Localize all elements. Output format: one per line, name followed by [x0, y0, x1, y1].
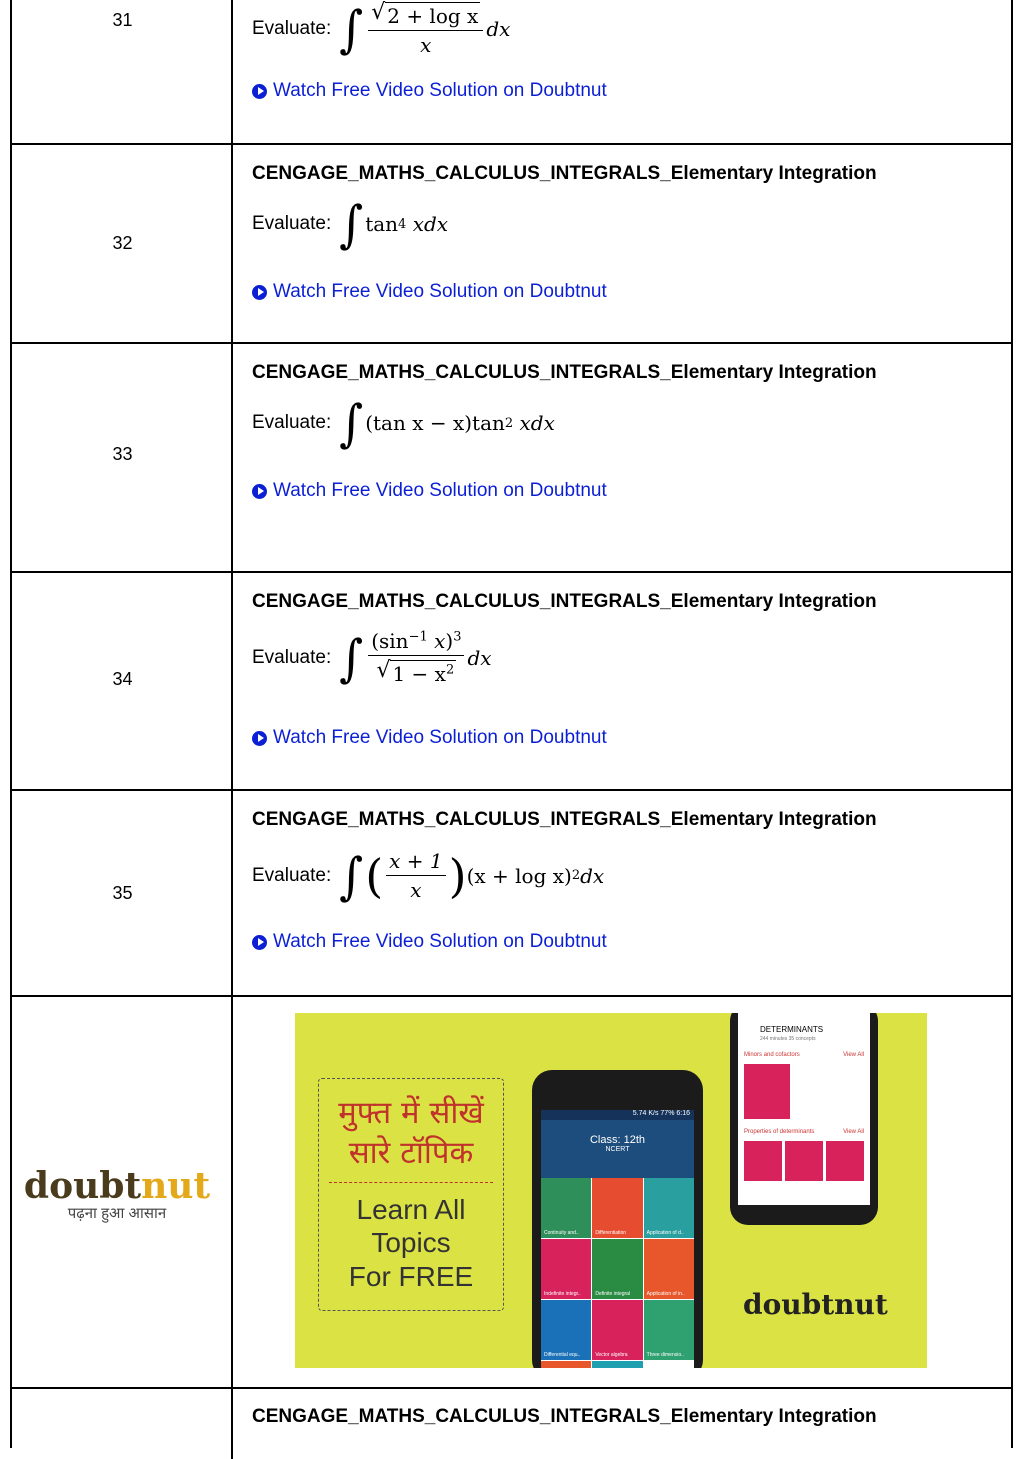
exponent: 2 — [571, 868, 581, 883]
integral-sign: ∫ — [339, 0, 364, 59]
promo-hindi-line: सारे टॉपिक — [348, 1135, 474, 1172]
view-all-link[interactable]: View All — [843, 1052, 864, 1058]
logo-brand-a: doubt — [23, 1165, 142, 1207]
logo-tagline: पढ़ना हुआ आसान — [67, 1205, 167, 1222]
topic-tile-label: Differentiation — [595, 1230, 627, 1236]
question-text — [252, 629, 492, 686]
question-number: 32 — [112, 233, 133, 253]
phone-class: Class: 12th — [589, 1134, 646, 1146]
table-row — [12, 1389, 1011, 1459]
denominator: x — [410, 878, 422, 902]
evaluate-label: Evaluate: — [252, 412, 332, 433]
topic-tile[interactable] — [644, 1178, 694, 1238]
evaluate-label: Evaluate: — [252, 213, 332, 234]
integral-sign: ∫ — [339, 627, 364, 688]
formula-part: tan — [365, 212, 399, 236]
topic-tile[interactable] — [541, 1300, 591, 1360]
play-icon — [252, 84, 267, 99]
formula: ∫ ( $\frac{x + 1}{x}$ ) (x + log x) 2 dx — [339, 845, 605, 906]
dx: dx — [467, 645, 492, 670]
question-number: 34 — [112, 669, 133, 689]
promo-english-line: Learn All — [356, 1193, 466, 1225]
promo-textbox — [318, 1078, 504, 1311]
table-row — [12, 344, 1011, 573]
number-cell — [12, 344, 233, 571]
topic-tile[interactable] — [592, 1300, 642, 1360]
concept-card — [785, 1141, 823, 1181]
video-solution-link[interactable] — [252, 281, 607, 303]
question-cell — [252, 573, 999, 789]
promo-english-line: Topics — [371, 1227, 451, 1259]
topic-tile[interactable] — [541, 1361, 591, 1368]
inverse-exponent: −1 — [408, 629, 428, 645]
video-solution-label: Watch Free Video Solution on Doubtnut — [273, 281, 607, 302]
evaluate-label: Evaluate: — [252, 646, 332, 668]
table-row — [12, 0, 1011, 145]
question-cell — [252, 145, 999, 342]
exponent: 3 — [453, 629, 462, 645]
question-cell — [252, 0, 999, 143]
formula-part: (tan x − x)tan — [365, 411, 505, 435]
video-solution-link[interactable] — [252, 80, 607, 102]
play-icon — [252, 935, 267, 950]
chapter-title: DETERMINANTS — [760, 1025, 824, 1034]
formula — [339, 0, 510, 57]
concept-card — [744, 1064, 790, 1119]
fraction — [386, 849, 445, 902]
play-icon — [252, 731, 267, 746]
integral-sign: ∫ — [339, 194, 364, 254]
video-solution-label: Watch Free Video Solution on Doubtnut — [273, 727, 607, 748]
video-solution-label: Watch Free Video Solution on Doubtnut — [273, 931, 607, 952]
chapter-subtitle: 244 minutes 35 concepts — [760, 1036, 816, 1042]
section-title: Properties of determinants — [744, 1129, 815, 1135]
ad-logo: doubtnut — [743, 1288, 888, 1321]
numerator: sin — [379, 629, 409, 653]
numerator: 2 + log x — [387, 4, 479, 28]
divider — [329, 1182, 493, 1183]
topic-tile[interactable] — [644, 1239, 694, 1299]
topic-tile-label: Application of d.. — [646, 1230, 684, 1236]
section-title: Minors and cofactors — [744, 1052, 800, 1058]
topic-tile-label: Definite integral — [595, 1291, 631, 1297]
promo-banner[interactable] — [295, 1013, 927, 1368]
doubtnut-logo[interactable] — [12, 1165, 222, 1223]
evaluate-label: Evaluate: — [252, 864, 332, 886]
formula-tail: xdx — [412, 212, 449, 236]
evaluate-label: Evaluate: — [252, 17, 332, 39]
play-icon — [252, 484, 267, 499]
topic-tile[interactable] — [592, 1361, 642, 1368]
phone-board: NCERT — [605, 1146, 630, 1153]
formula-tail: xdx — [519, 411, 555, 435]
denominator: 1 − x — [392, 662, 446, 686]
question-text — [252, 845, 605, 906]
logo-wordmark — [12, 1165, 222, 1207]
promo-english-line: For FREE — [348, 1260, 474, 1292]
video-solution-link[interactable] — [252, 480, 607, 502]
dx: dx — [486, 16, 511, 41]
phone-screen — [541, 1110, 694, 1368]
formula — [339, 629, 491, 686]
section-header — [738, 1042, 870, 1062]
question-number: 31 — [112, 10, 133, 30]
phone-mockup-2 — [730, 1013, 878, 1225]
fraction: √ 2 + log x x — [368, 0, 483, 57]
video-solution-label: Watch Free Video Solution on Doubtnut — [273, 80, 607, 101]
integral-sign: ∫ — [339, 845, 364, 906]
concept-card — [826, 1141, 864, 1181]
topic-tile[interactable] — [644, 1361, 694, 1368]
question-title: CENGAGE_MATHS_CALCULUS_INTEGRALS_Elementary Integration — [252, 1406, 877, 1427]
logo-brand-b: nut — [141, 1165, 211, 1207]
topic-tile[interactable] — [644, 1300, 694, 1360]
integral-sign: ∫ — [339, 393, 364, 453]
concept-card — [744, 1141, 782, 1181]
question-title: CENGAGE_MATHS_CALCULUS_INTEGRALS_Elementary Integration — [252, 163, 877, 184]
promo-hindi — [319, 1093, 503, 1174]
number-cell — [12, 573, 233, 789]
question-text — [252, 393, 555, 453]
numerator: x + 1 — [389, 849, 443, 873]
topic-tile-label: Differential equ.. — [544, 1352, 581, 1358]
number-cell — [12, 145, 233, 342]
number-cell — [12, 1389, 233, 1459]
question-number: 35 — [112, 883, 133, 903]
table-row — [12, 145, 1011, 344]
view-all-link[interactable]: View All — [843, 1129, 864, 1135]
question-cell — [252, 791, 999, 995]
section-header — [738, 1121, 870, 1139]
play-icon — [252, 285, 267, 300]
question-text — [252, 194, 449, 254]
formula-part: (x + log x) — [466, 863, 572, 888]
video-solution-label: Watch Free Video Solution on Doubtnut — [273, 480, 607, 501]
exponent: 4 — [398, 216, 407, 232]
question-cell — [252, 344, 999, 571]
number-cell — [12, 0, 233, 143]
topic-tile-label: Continuity and.. — [544, 1230, 579, 1236]
dx: dx — [580, 863, 605, 888]
exponent: 2 — [504, 415, 514, 431]
question-text — [252, 0, 510, 57]
question-title: CENGAGE_MATHS_CALCULUS_INTEGRALS_Elementary Integration — [252, 591, 877, 612]
video-solution-link[interactable] — [252, 931, 607, 953]
topic-tile[interactable] — [541, 1178, 591, 1238]
phone-header — [541, 1120, 694, 1178]
question-title: CENGAGE_MATHS_CALCULUS_INTEGRALS_Elementary Integration — [252, 809, 877, 830]
topic-tile[interactable] — [592, 1178, 642, 1238]
question-title: CENGAGE_MATHS_CALCULUS_INTEGRALS_Elementary Integration — [252, 362, 877, 383]
topic-tile-label: Three dimensio.. — [646, 1352, 684, 1358]
topic-tiles — [541, 1178, 694, 1368]
formula — [339, 393, 555, 453]
concept-cards — [744, 1141, 864, 1181]
formula — [339, 194, 449, 254]
topic-tile-label: Vector algebra — [595, 1352, 628, 1358]
topic-tile[interactable] — [541, 1239, 591, 1299]
topic-tile[interactable] — [592, 1239, 642, 1299]
phone-screen-2 — [738, 1013, 870, 1205]
phone-mockup — [532, 1070, 703, 1368]
promo-hindi-line: मुफ्त में सीखें — [338, 1095, 484, 1131]
table-row — [12, 573, 1011, 791]
number-cell — [12, 791, 233, 995]
phone-status-bar: 5.74 K/s 77% 6:16 — [541, 1110, 694, 1120]
topic-tile-label: Indefinite integr.. — [544, 1291, 581, 1297]
fraction: ($\sin^{-1}$ x)$^3$ √ $1 - x^2$ — [368, 629, 464, 686]
question-cell — [252, 1389, 999, 1459]
table-row — [12, 791, 1011, 997]
topic-tile-label: Application of in.. — [646, 1291, 685, 1297]
video-solution-link[interactable] — [252, 727, 607, 749]
promo-english — [319, 1193, 503, 1294]
question-number: 33 — [112, 444, 133, 464]
